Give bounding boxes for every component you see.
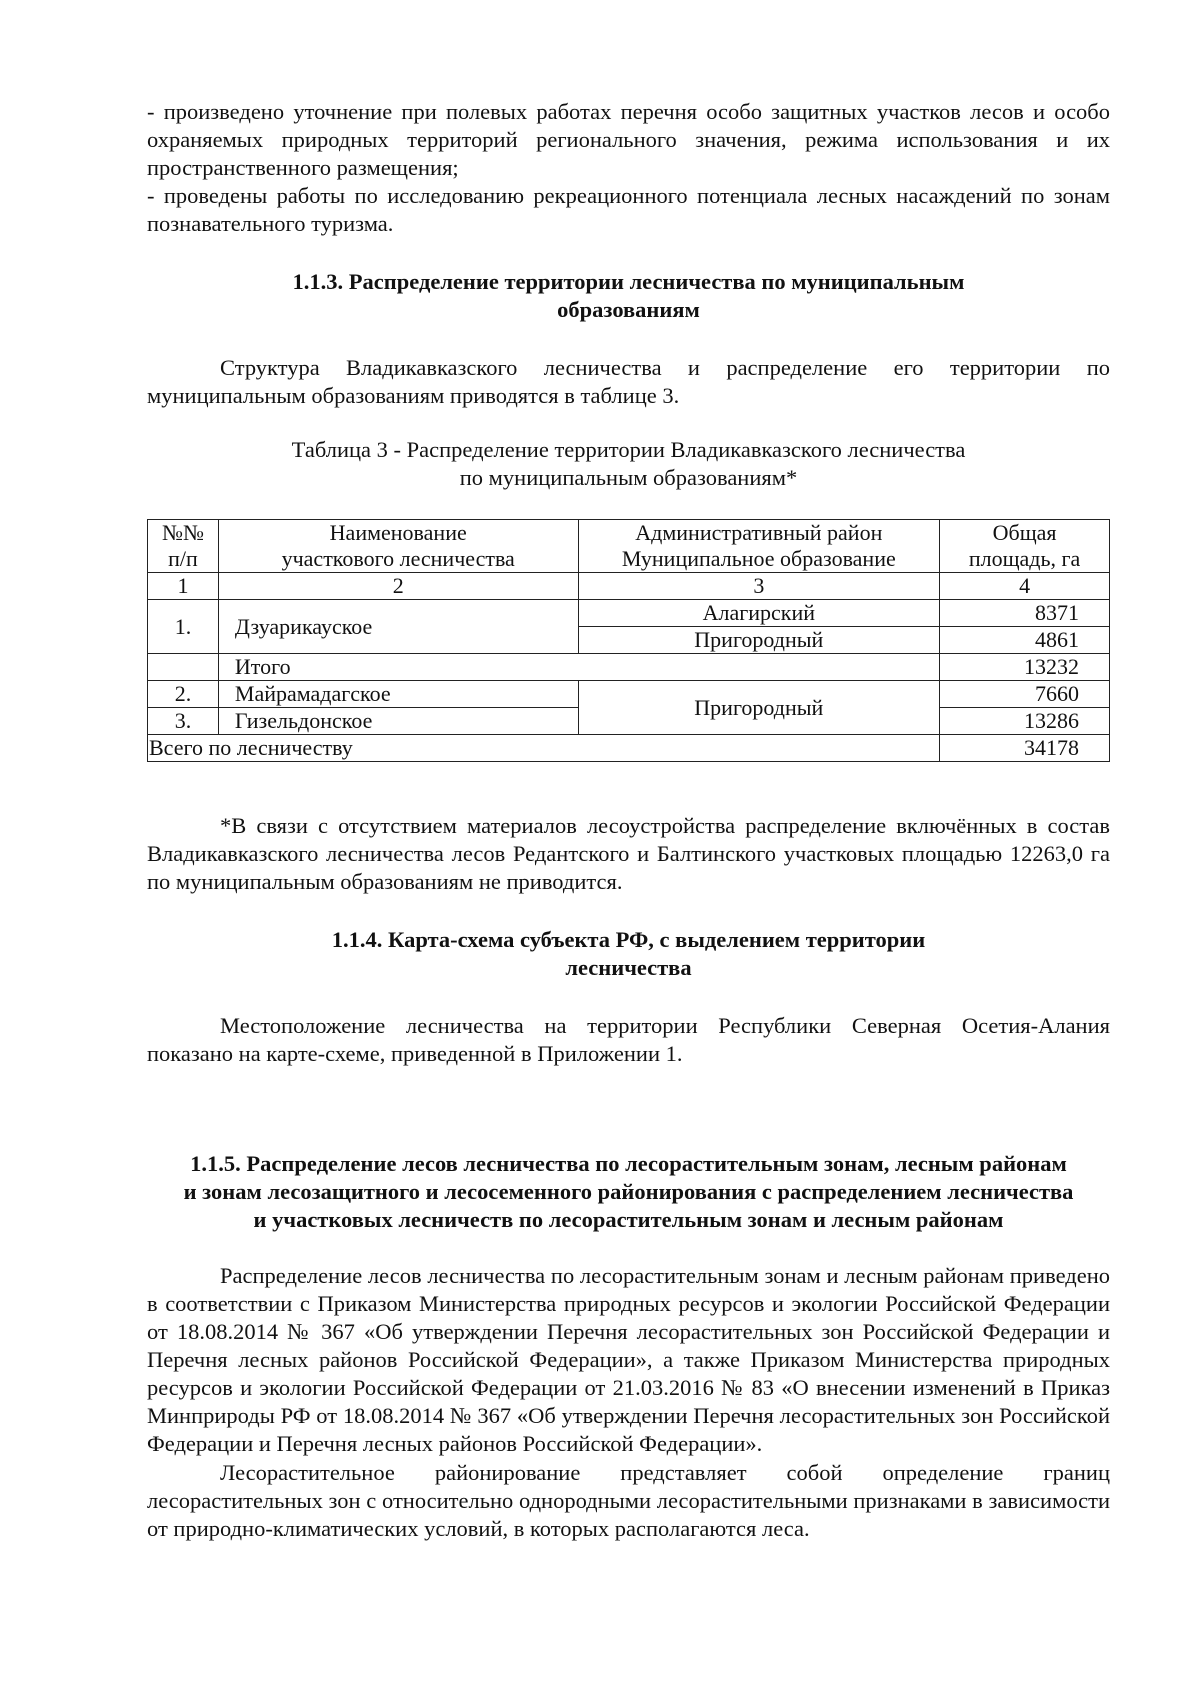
area-cell: 34178 <box>940 735 1110 762</box>
empty-cell <box>148 654 219 681</box>
intro-paragraph-1: - произведено уточнение при полевых работах перечня особо защитных участков лесов и особо охраняемых природных территорий регионального значения, режима использования и их пространственного размещения; <box>147 99 1110 180</box>
heading-line: 1.1.3. Распределение территории лесничества по муниципальным <box>292 269 965 294</box>
header-cell-number <box>148 520 219 573</box>
area-cell: 4861 <box>940 627 1110 654</box>
header-cell-admin <box>578 520 940 573</box>
header-text: площадь, га <box>968 546 1081 571</box>
total-label-cell: Всего по лесничеству <box>148 735 940 762</box>
heading-line: 1.1.5. Распределение лесов лесничества по лесорастительным зонам, лесным районам <box>190 1151 1067 1176</box>
heading-line: и участковых лесничеств по лесорастительным зонам и лесным районам <box>253 1207 1004 1232</box>
table-header-row <box>148 520 1110 573</box>
header-text: Наименование <box>329 520 467 545</box>
admin-district-cell: Пригородный <box>578 681 940 735</box>
subtotal-row <box>148 654 1110 681</box>
section-heading-1-1-4 <box>147 926 1110 982</box>
table-row <box>148 681 1110 708</box>
caption-line: по муниципальным образованиям* <box>459 465 798 490</box>
area-cell: 7660 <box>940 681 1110 708</box>
column-number-cell: 3 <box>578 573 940 600</box>
column-number-cell: 2 <box>218 573 578 600</box>
column-number-row <box>148 573 1110 600</box>
admin-district-cell: Алагирский <box>578 600 940 627</box>
header-cell-area <box>940 520 1110 573</box>
table-caption <box>147 436 1110 492</box>
heading-line: лесничества <box>565 955 692 980</box>
heading-line: 1.1.4. Карта-схема субъекта РФ, с выделением территории <box>331 927 926 952</box>
section-1-1-5-paragraph-2: Лесорастительное районирование представляет собой определение границ лесорастительных зон с относительно однородными лесорастительными признаками в зависимости от природно-климатических условий, в которых располагаются леса. <box>147 1460 1110 1541</box>
section-1-1-3-paragraph: Структура Владикавказского лесничества и распределение его территории по муниципальным образованиям приводятся в таблице 3. <box>147 355 1110 408</box>
header-text: Муниципальное образование <box>621 546 896 571</box>
section-1-1-4-paragraph: Местоположение лесничества на территории Республики Северная Осетия-Алания показано на карте-схеме, приведенной в Приложении 1. <box>147 1013 1110 1066</box>
row-number-cell: 2. <box>148 681 219 708</box>
area-cell: 8371 <box>940 600 1110 627</box>
territory-distribution-table <box>147 519 1110 762</box>
section-heading-1-1-5 <box>147 1150 1110 1234</box>
column-number-cell: 1 <box>148 573 219 600</box>
header-text: №№ <box>161 520 204 545</box>
table-row <box>148 600 1110 627</box>
row-number-cell: 1. <box>148 600 219 654</box>
header-text: участкового лесничества <box>281 546 515 571</box>
intro-paragraph-2: - проведены работы по исследованию рекреационного потенциала лесных насаждений по зонам познавательного туризма. <box>147 183 1110 236</box>
section-heading-1-1-3 <box>147 268 1110 324</box>
forestry-name-cell: Майрамадагское <box>218 681 578 708</box>
header-cell-name <box>218 520 578 573</box>
row-number-cell: 3. <box>148 708 219 735</box>
caption-line: Таблица 3 - Распределение территории Владикавказского лесничества <box>291 437 966 462</box>
heading-line: образованиям <box>557 297 700 322</box>
table-footnote: *В связи с отсутствием материалов лесоустройства распределение включённых в состав Владикавказского лесничества лесов Редантского и Балтинского участковых площадью 12263,0 га по муниципальным образованиям не приводится. <box>147 813 1110 894</box>
admin-district-cell: Пригородный <box>578 627 940 654</box>
section-1-1-5-paragraph-1: Распределение лесов лесничества по лесорастительным зонам и лесным районам приведено в соответствии с Приказом Министерства природных ресурсов и экологии Российской Федерации от 18.08.2014 № 367 «Об утверждении Перечня лесорастительных зон Российской Федерации и Перечня лесных районов Российской Федерации», а также Приказом Министерства природных ресурсов и экологии Российской Федерации от 21.03.2016 № 83 «О внесении изменений в Приказ Минприроды РФ от 18.08.2014 № 367 «Об утверждении Перечня лесорастительных зон Российской Федерации и Перечня лесных районов Российской Федерации». <box>147 1263 1110 1456</box>
area-cell: 13286 <box>940 708 1110 735</box>
column-number-cell: 4 <box>940 573 1110 600</box>
forestry-name-cell: Дзуарикауское <box>218 600 578 654</box>
subtotal-label-cell: Итого <box>218 654 939 681</box>
header-text: п/п <box>168 546 198 571</box>
heading-line: и зонам лесозащитного и лесосеменного районирования с распределением лесничества <box>183 1179 1074 1204</box>
header-text: Административный район <box>635 520 883 545</box>
area-cell: 13232 <box>940 654 1110 681</box>
header-text: Общая <box>992 520 1057 545</box>
forestry-name-cell: Гизельдонское <box>218 708 578 735</box>
total-row <box>148 735 1110 762</box>
